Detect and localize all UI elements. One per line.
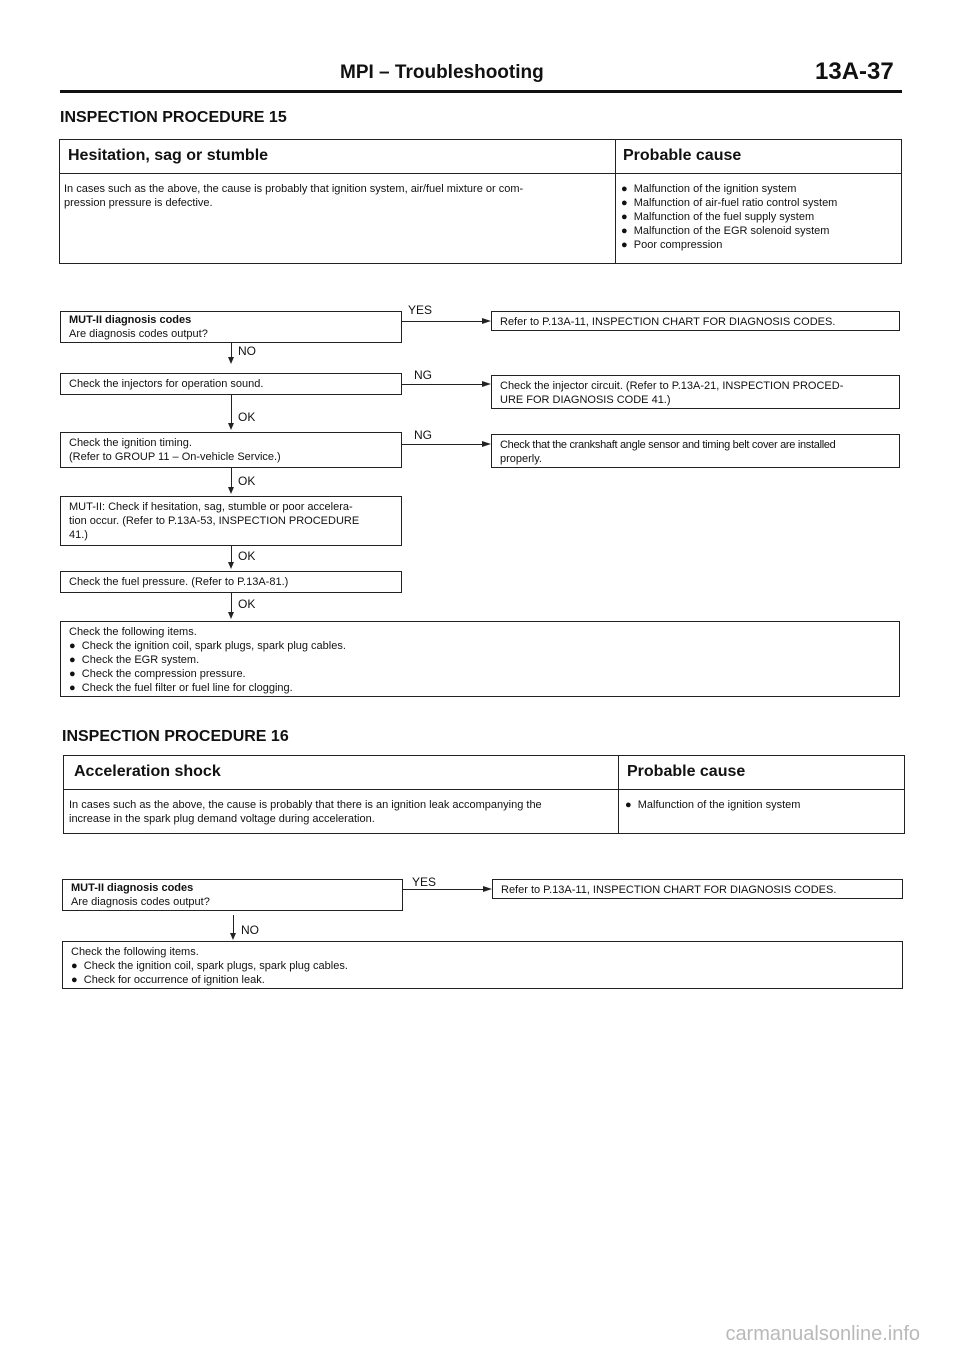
arrow-down-icon — [230, 933, 236, 940]
no-label: NO — [238, 344, 256, 358]
ok-connector — [231, 468, 232, 487]
step-title: MUT-II diagnosis codes — [71, 882, 194, 894]
procedure-15-title: INSPECTION PROCEDURE 15 — [60, 109, 287, 126]
ref-text: Check that the crankshaft angle sensor and timing belt cover are installed — [500, 439, 836, 451]
flow-final-checks — [62, 941, 903, 989]
cause-item: ● Malfunction of the ignition system — [625, 799, 801, 811]
yes-connector — [403, 889, 483, 890]
arrow-right-icon — [482, 381, 491, 387]
procedure-16-summary-table — [63, 755, 905, 834]
watermark-text: carmanualsonline.info — [725, 1323, 920, 1345]
final-item: ● Check the fuel filter or fuel line for clogging. — [69, 682, 293, 694]
table-divider — [64, 789, 904, 790]
crank-sensor-check — [491, 434, 900, 468]
injector-circuit-check — [491, 375, 900, 409]
final-title: Check the following items. — [71, 946, 199, 958]
header-rule — [60, 90, 902, 93]
step-text: Check the fuel pressure. (Refer to P.13A-81.) — [69, 576, 289, 588]
step-text: Check the ignition timing. — [69, 437, 192, 449]
ref-text: Refer to P.13A-11, INSPECTION CHART FOR DIAGNOSIS CODES. — [500, 316, 836, 328]
symptom-heading: Acceleration shock — [74, 763, 221, 780]
step-title: MUT-II diagnosis codes — [69, 314, 192, 326]
arrow-right-icon — [482, 441, 491, 447]
flow-step-injector-sound — [60, 373, 402, 395]
table-column-divider — [618, 756, 619, 833]
final-item: ● Check the ignition coil, spark plugs, spark plug cables. — [69, 640, 346, 652]
no-connector — [231, 343, 232, 357]
ok-connector — [231, 593, 232, 612]
procedure-16-title: INSPECTION PROCEDURE 16 — [62, 728, 289, 745]
probable-cause-heading: Probable cause — [627, 763, 746, 780]
description-line: increase in the spark plug demand voltage during acceleration. — [69, 813, 375, 825]
symptom-description — [69, 798, 617, 826]
ok-label: OK — [238, 597, 256, 611]
cause-item: ● Malfunction of the EGR solenoid system — [621, 225, 830, 237]
probable-cause-list — [625, 798, 905, 812]
ref-text: properly. — [500, 453, 542, 465]
no-label: NO — [241, 923, 259, 937]
flow-step-diagnosis-codes — [62, 879, 403, 911]
page-header-title: MPI – Troubleshooting — [340, 62, 544, 83]
ok-label: OK — [238, 410, 256, 424]
ref-text: Refer to P.13A-11, INSPECTION CHART FOR DIAGNOSIS CODES. — [501, 884, 837, 896]
ref-text: Check the injector circuit. (Refer to P.13A-21, INSPECTION PROCED- — [500, 380, 844, 392]
page-number: 13A-37 — [815, 58, 894, 85]
description-line: pression pressure is defective. — [64, 197, 213, 209]
arrow-down-icon — [228, 357, 234, 364]
yes-label: YES — [412, 875, 437, 889]
probable-cause-list — [621, 182, 901, 252]
flow-final-checks — [60, 621, 900, 697]
final-item: ● Check the compression pressure. — [69, 668, 246, 680]
ref-text: URE FOR DIAGNOSIS CODE 41.) — [500, 394, 671, 406]
flow-step-mut-check — [60, 496, 402, 546]
yes-connector — [402, 321, 482, 322]
step-text: 41.) — [69, 529, 88, 541]
step-text: Check the injectors for operation sound. — [69, 378, 264, 390]
arrow-right-icon — [482, 318, 491, 324]
step-text: (Refer to GROUP 11 – On-vehicle Service.) — [69, 451, 281, 463]
ok-connector — [231, 546, 232, 562]
final-item: ● Check the ignition coil, spark plugs, spark plug cables. — [71, 960, 348, 972]
procedure-15-summary-table — [59, 139, 902, 264]
table-column-divider — [615, 140, 616, 263]
probable-cause-heading: Probable cause — [623, 147, 742, 164]
cause-item: ● Malfunction of air-fuel ratio control system — [621, 197, 838, 209]
flow-step-ignition-timing — [60, 432, 402, 468]
cause-item: ● Poor compression — [621, 239, 723, 251]
cause-item: ● Malfunction of the fuel supply system — [621, 211, 815, 223]
ng-connector — [402, 384, 482, 385]
ok-label: OK — [238, 474, 256, 488]
no-connector — [233, 915, 234, 933]
arrow-down-icon — [228, 612, 234, 619]
arrow-down-icon — [228, 423, 234, 430]
final-item: ● Check the EGR system. — [69, 654, 200, 666]
arrow-right-icon — [483, 886, 492, 892]
ng-label: NG — [414, 368, 432, 382]
flow-step-diagnosis-codes — [60, 311, 402, 343]
description-line: In cases such as the above, the cause is probably that ignition system, air/fuel mixture or com- — [64, 183, 524, 195]
ref-diagnosis-chart — [491, 311, 900, 331]
ok-label: OK — [238, 549, 256, 563]
arrow-down-icon — [228, 562, 234, 569]
step-question: Are diagnosis codes output? — [71, 896, 210, 908]
symptom-description — [64, 182, 612, 210]
table-divider — [60, 173, 901, 174]
step-text: MUT-II: Check if hesitation, sag, stumble or poor accelera- — [69, 501, 353, 513]
final-item: ● Check for occurrence of ignition leak. — [71, 974, 265, 986]
description-line: In cases such as the above, the cause is probably that there is an ignition leak accompanying the — [69, 799, 542, 811]
yes-label: YES — [408, 303, 433, 317]
flow-step-fuel-pressure — [60, 571, 402, 593]
final-title: Check the following items. — [69, 626, 197, 638]
arrow-down-icon — [228, 487, 234, 494]
ng-connector — [402, 444, 482, 445]
ref-diagnosis-chart — [492, 879, 903, 899]
symptom-heading: Hesitation, sag or stumble — [68, 147, 269, 164]
cause-item: ● Malfunction of the ignition system — [621, 183, 797, 195]
ng-label: NG — [414, 428, 432, 442]
ok-connector — [231, 395, 232, 423]
step-text: tion occur. (Refer to P.13A-53, INSPECTION PROCEDURE — [69, 515, 360, 527]
step-question: Are diagnosis codes output? — [69, 328, 208, 340]
